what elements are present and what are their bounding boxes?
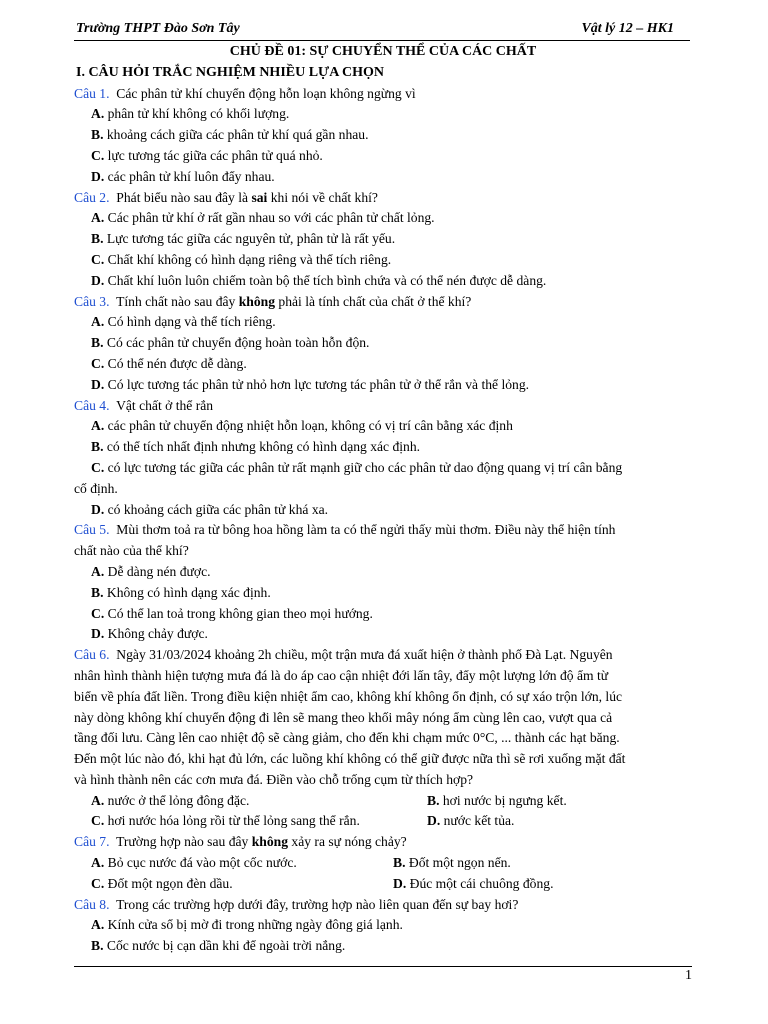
options-row	[91, 874, 692, 895]
option-4c: C. có lực tương tác giữa các phân tử rất mạnh giữ cho các phân tử dao động quang vị trí cân bằng	[91, 459, 623, 475]
question-label: Câu 7.	[74, 834, 110, 850]
option-4a: A. các phân tử chuyển động nhiệt hỗn loạn, không có vị trí cân bằng xác định	[91, 418, 513, 434]
option-3b: B. Có các phân tử chuyển động hoàn toàn hỗn độn.	[91, 335, 370, 351]
option-2a: A. Các phân tử khí ở rất gần nhau so với các phân tử chất lỏng.	[91, 210, 435, 226]
option-5c: C. Có thể lan toả trong không gian theo mọi hướng.	[91, 605, 373, 621]
options-row	[91, 811, 692, 832]
question-text: Trong các trường hợp dưới đây, trường hợp nào liên quan đến sự bay hơi?	[116, 896, 519, 912]
question-1	[74, 84, 692, 105]
question-text-line: biển về phía đất liền. Trong điều kiện nhiệt ẩm cao, không khí không ổn định, có sự xáo trộn lớn, lúc	[74, 688, 623, 704]
subject-name: Vật lý 12 – HK1	[581, 21, 674, 36]
question-3: Câu 3. Tính chất nào sau đây không phải là tính chất của chất ở thể khí?	[74, 293, 472, 309]
page-number: 1	[685, 968, 692, 983]
question-text: Ngày 31/03/2024 khoảng 2h chiều, một trận mưa đá xuất hiện ở thành phố Đà Lạt. Nguyên	[116, 647, 613, 663]
question-text-line: Đến một lúc nào đó, khi hạt đủ lớn, các luồng khí không có thể giữ được nữa thì sẽ rơi xuống mặt đất	[74, 751, 626, 767]
option-4c-continued: cố định.	[74, 480, 118, 496]
section-heading: I. CÂU HỎI TRẮC NGHIỆM NHIỀU LỰA CHỌN	[76, 64, 385, 80]
question-2: Câu 2. Phát biểu nào sau đây là sai khi nói về chất khí?	[74, 189, 378, 205]
option-5a: A. Dễ dàng nén được.	[91, 563, 211, 579]
option-6b: B. hơi nước bị ngưng kết.	[427, 792, 567, 808]
question-4	[74, 396, 692, 417]
option-7a: A. Bỏ cục nước đá vào một cốc nước.	[91, 855, 297, 871]
option-1c: C. lực tương tác giữa các phân tử quá nhỏ.	[91, 147, 323, 163]
question-text: Các phân tử khí chuyển động hỗn loạn không ngừng vì	[116, 85, 416, 101]
option-5d: D. Không chảy được.	[91, 626, 208, 642]
option-3a: A. Có hình dạng và thể tích riêng.	[91, 314, 276, 330]
option-2c: C. Chất khí không có hình dạng riêng và thể tích riêng.	[91, 251, 392, 267]
option-6a: A. nước ở thể lỏng đông đặc.	[91, 792, 250, 808]
question-text-line: và hình thành nên các cơn mưa đá. Điền vào chỗ trống cụm từ thích hợp?	[74, 771, 474, 787]
page-header	[74, 20, 690, 41]
question-label: Câu 5.	[74, 522, 110, 538]
document-body	[74, 42, 692, 957]
option-7b: B. Đốt một ngọn nến.	[393, 855, 511, 871]
option-3d: D. Có lực tương tác phân tử nhỏ hơn lực tương tác phân tử ở thể rắn và thể lỏng.	[91, 376, 530, 392]
question-label: Câu 4.	[74, 397, 110, 413]
option-5b: B. Không có hình dạng xác định.	[91, 584, 271, 600]
option-6d: D. nước kết tủa.	[427, 813, 515, 829]
option-4b: B. có thể tích nhất định nhưng không có hình dạng xác định.	[91, 439, 421, 455]
question-7: Câu 7. Trường hợp nào sau đây không xảy ra sự nóng chảy?	[74, 834, 407, 850]
option-8b: B. Cốc nước bị cạn dần khi để ngoài trời nắng.	[91, 938, 346, 954]
question-text-line: nhân hình thành hiện tượng mưa đá là do áp cao cận nhiệt đới lấn tây, đẩy một lượng lớn độ ẩm từ	[74, 667, 609, 683]
school-name: Trường THPT Đào Sơn Tây	[76, 21, 240, 36]
options-row	[91, 791, 692, 812]
option-8a: A. Kính cửa sổ bị mờ đi trong những ngày đông giá lạnh.	[91, 917, 403, 933]
option-7c: C. Đốt một ngọn đèn dầu.	[91, 875, 233, 891]
option-2b: B. Lực tương tác giữa các nguyên tử, phân tử là rất yếu.	[91, 231, 396, 247]
option-1d: D. các phân tử khí luôn đẩy nhau.	[91, 168, 275, 184]
question-label: Câu 1.	[74, 85, 110, 101]
options-row	[91, 853, 692, 874]
question-text-line: này dòng không khí chuyển động đi lên sẽ mang theo khối mây nóng ẩm cùng lên cao, vượt qua cả	[74, 709, 613, 725]
option-3c: C. Có thể nén được dễ dàng.	[91, 355, 247, 371]
question-text: Mùi thơm toả ra từ bông hoa hồng làm ta có thể ngửi thấy mùi thơm. Điều này thể hiện tính	[116, 522, 616, 538]
option-6c: C. hơi nước hóa lỏng rồi từ thể lỏng sang thể rắn.	[91, 813, 360, 829]
question-text-line: tầng đối lưu. Càng lên cao nhiệt độ sẽ càng giảm, cho đến khi chạm mức 0°C, ... thành các hạt băng.	[74, 730, 620, 746]
question-label: Câu 2.	[74, 189, 110, 205]
question-text-continued: chất nào của thể khí?	[74, 543, 189, 559]
option-1a: A. phân tử khí không có khối lượng.	[91, 106, 290, 122]
question-label: Câu 8.	[74, 896, 110, 912]
question-5	[74, 520, 692, 541]
question-label: Câu 3.	[74, 293, 110, 309]
question-8	[74, 895, 692, 916]
option-4d: D. có khoảng cách giữa các phân tử khá xa.	[91, 501, 329, 517]
option-7d: D. Đúc một cái chuông đồng.	[393, 875, 554, 891]
question-6	[74, 645, 692, 666]
option-2d: D. Chất khí luôn luôn chiếm toàn bộ thể tích bình chứa và có thể nén được dễ dàng.	[91, 272, 547, 288]
question-text: Vật chất ở thể rắn	[116, 397, 214, 413]
option-1b: B. khoảng cách giữa các phân tử khí quá gần nhau.	[91, 127, 369, 143]
page-title: CHỦ ĐỀ 01: SỰ CHUYỂN THỂ CỦA CÁC CHẤT	[229, 44, 537, 59]
question-label: Câu 6.	[74, 647, 110, 663]
footer-divider	[74, 966, 692, 967]
